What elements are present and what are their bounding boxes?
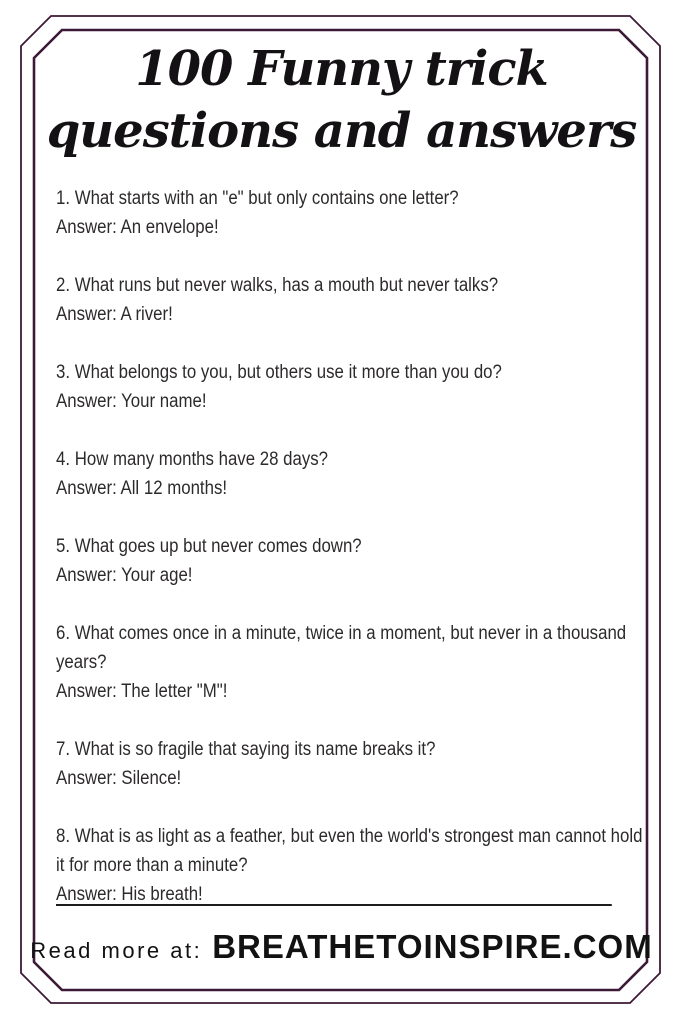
qa-item-4: [56, 445, 636, 503]
question-text-line-2: years?: [56, 652, 107, 673]
question-text: 1. What starts with an "e" but only contains one letter?: [56, 188, 459, 209]
question-text-line-1: 6. What comes once in a minute, twice in a moment, but never in a thousand: [56, 623, 627, 644]
question-text-line-1: 8. What is as light as a feather, but even the world's strongest man cannot hold: [56, 826, 643, 847]
answer-text: Answer: An envelope!: [56, 217, 219, 238]
page-title: [0, 38, 683, 162]
qa-item-8: [56, 822, 643, 906]
page-title-line-2: questions and answers: [46, 103, 637, 159]
question-text: 2. What runs but never walks, has a mouth but never talks?: [56, 275, 499, 296]
qa-item-2: [56, 271, 636, 329]
question-text: 4. How many months have 28 days?: [56, 449, 328, 470]
question-text-line-2: it for more than a minute?: [56, 855, 248, 876]
question-text: 3. What belongs to you, but others use it more than you do?: [56, 362, 502, 383]
site-name: BREATHETOINSPIRE.COM: [212, 928, 653, 965]
qa-item-5: [56, 532, 636, 590]
answer-text: Answer: Your name!: [56, 391, 207, 412]
answer-text-underlined: Answer: His breath!: [56, 880, 612, 906]
read-more-label: Read more at:: [30, 938, 203, 963]
answer-text: Answer: The letter "M"!: [56, 681, 228, 702]
qa-item-3: [56, 358, 636, 416]
question-text: 7. What is so fragile that saying its name breaks it?: [56, 739, 436, 760]
qa-list: [56, 184, 643, 935]
footer: [0, 928, 683, 966]
answer-text: Answer: All 12 months!: [56, 478, 228, 499]
qa-item-1: [56, 184, 636, 242]
qa-item-7: [56, 735, 636, 793]
answer-text: Answer: Your age!: [56, 565, 193, 586]
answer-text: Answer: A river!: [56, 304, 173, 325]
qa-item-6: [56, 619, 636, 706]
answer-text: Answer: Silence!: [56, 768, 182, 789]
question-text: 5. What goes up but never comes down?: [56, 536, 362, 557]
page-title-line-1: 100 Funny trick: [135, 41, 548, 97]
